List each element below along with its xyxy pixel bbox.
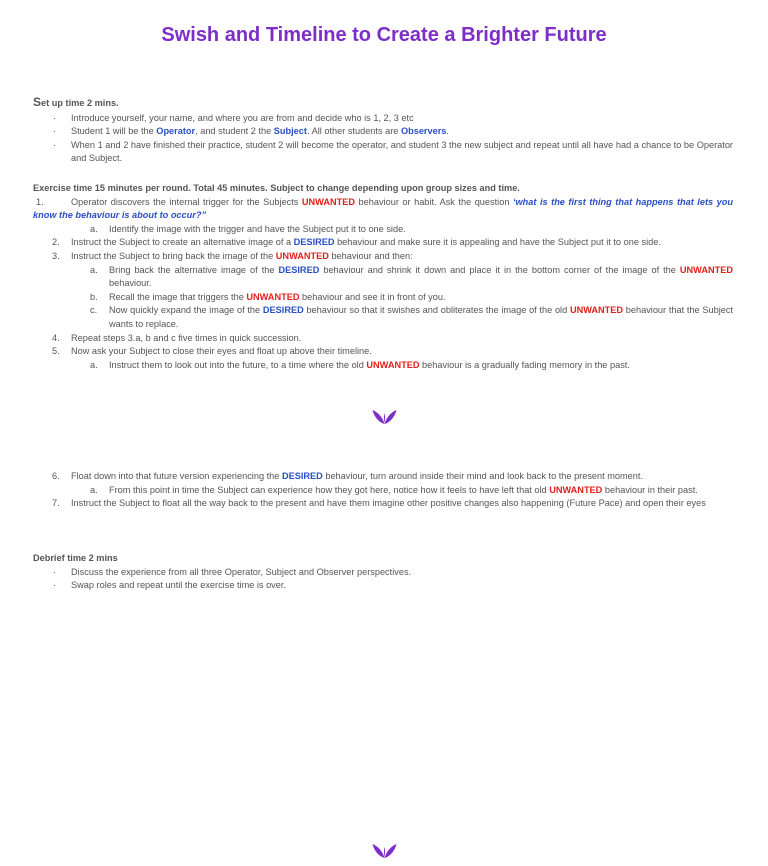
step-letter: a. [90,223,98,234]
desired-keyword: DESIRED [281,471,323,481]
step-number: 7. [52,498,60,509]
step-2 [33,236,733,250]
step-1a-text: Identify the image with the trigger and have the Subject put it to one side. [109,223,406,234]
step-3a [33,264,733,291]
text-run: Recall the image that triggers the [109,291,247,302]
desired-keyword: DESIRED [262,305,304,316]
setup-bullet-1: Introduce yourself, your name, and where you are from and decide who is 1, 2, 3 etc [71,112,414,123]
text-run: Bring back the alternative image of the [109,264,279,275]
unwanted-keyword: UNWANTED [569,305,624,316]
step-3b-text [109,291,733,305]
step-1a [33,223,733,237]
step-7 [33,497,733,511]
step-3b [33,291,733,305]
text-run: . All other students are [306,126,401,137]
text-run: behaviour and shrink it down and place it in the bottom corner of the image of the [319,264,680,275]
step-letter: b. [90,291,98,302]
bullet-marker: · [53,139,57,150]
desired-keyword: DESIRED [278,264,320,275]
text-run: Instruct the Subject to bring back the image of the [71,250,276,261]
step-3a-text [109,264,733,291]
step-3c [33,304,733,331]
unwanted-keyword: UNWANTED [246,291,300,302]
step-6-text [71,470,733,484]
step-1-text [33,196,733,223]
operator-keyword: Operator [156,126,196,137]
step-5a-text [109,359,733,373]
step-letter: a. [90,359,98,370]
exercise-section [33,182,733,372]
list-item [33,579,733,593]
list-item [33,125,733,139]
text-run: Student 1 will be the [71,126,157,137]
step-6 [33,470,733,484]
exercise-continued-section [33,470,733,511]
step-3 [33,250,733,264]
text-run: . [446,126,449,137]
step-letter: a. [90,264,98,275]
debrief-bullet-2: Swap roles and repeat until the exercise time is over. [71,580,286,591]
exercise-heading: Exercise time 15 minutes per round. Total 45 minutes. Subject to change depending upon group sizes and time. [33,183,520,193]
step-5 [33,345,733,359]
setup-heading [33,96,733,111]
text-run: behaviour so that it swishes and obliterates the image of the old [303,305,570,316]
debrief-bullet-1: Discuss the experience from all three Operator, Subject and Observer perspectives. [71,566,412,577]
bullet-marker: · [53,126,57,137]
step-number: 3. [52,250,60,261]
debrief-heading: Debrief time 2 mins [33,553,118,563]
unwanted-keyword: UNWANTED [275,250,329,261]
text-run: Instruct the Subject to create an alternative image of a [71,237,294,248]
step-2-text [71,236,733,250]
text-run: behaviour in their past. [602,484,698,495]
setup-heading-initial: S [33,95,42,109]
step-1 [33,196,733,223]
desired-keyword: DESIRED [293,237,335,248]
step-4 [33,332,733,346]
text-run: behaviour and see it in front of you. [299,291,446,302]
setup-bullet-2 [71,125,733,139]
setup-bullet-3: When 1 and 2 have finished their practice, student 2 will become the operator, and student 3 the new subject and repeat until all have had a chance to be Operator and Subject. [71,139,733,164]
unwanted-keyword: UNWANTED [366,359,420,370]
step-3-text [71,250,733,264]
step-letter: c. [90,305,98,316]
butterfly-logo-icon [372,843,397,859]
butterfly-logo-icon [372,409,397,425]
text-run: Operator discovers the internal trigger for the Subjects [71,196,302,207]
debrief-section [33,552,733,593]
step-number: 2. [52,237,60,248]
unwanted-keyword: UNWANTED [301,196,355,207]
step-number: 1. [36,196,44,207]
step-4-text: Repeat steps 3.a, b and c five times in quick succession. [71,332,302,343]
step-letter: a. [90,484,98,495]
text-run: behaviour, turn around inside their mind and look back to the present moment. [322,471,644,481]
text-run: behaviour and then: [328,250,413,261]
bullet-marker: · [53,112,57,123]
unwanted-keyword: UNWANTED [549,484,603,495]
text-run: Instruct them to look out into the future, to a time where the old [109,359,367,370]
setup-section [33,96,733,166]
text-run: behaviour or habit. Ask the question [355,196,513,207]
step-6a-text [109,484,733,498]
page-title: Swish and Timeline to Create a Brighter Future [161,24,607,46]
text-run: Float down into that future version experiencing the [71,471,282,481]
step-number: 4. [52,332,60,343]
text-run: behaviour that the Subject wants to replace. [109,305,734,329]
step-3c-text [109,304,733,331]
text-run: behaviour is a gradually fading memory in the past. [419,359,630,370]
text-run: behaviour and make sure it is appealing and have the Subject put it to one side. [334,237,661,248]
list-item [33,112,733,126]
text-run: From this point in time the Subject can experience how they got here, notice how it feels to have left that old [109,484,550,495]
bullet-marker: · [53,580,57,591]
setup-heading-text: et up time 2 mins. [41,98,119,108]
text-run: , and student 2 the [195,126,274,137]
step-7-text: Instruct the Subject to float all the way back to the present and have them imagine other positive changes also happening (Future Pace) and open their eyes [71,498,706,509]
text-run: Now quickly expand the image of the [109,305,263,316]
step-5-text: Now ask your Subject to close their eyes and float up above their timeline. [71,346,372,357]
subject-keyword: Subject [273,126,307,137]
step-5a [33,359,733,373]
list-item [33,139,733,166]
list-item [33,566,733,580]
trigger-question: ‘what is the first thing that happens that lets you know the behaviour is about to occur?” [33,196,733,221]
step-number: 6. [52,471,60,481]
bullet-marker: · [53,566,57,577]
unwanted-keyword: UNWANTED [679,264,733,275]
step-number: 5. [52,346,60,357]
text-run: behaviour. [109,278,152,289]
observers-keyword: Observers [400,126,447,137]
step-6a [33,484,733,498]
